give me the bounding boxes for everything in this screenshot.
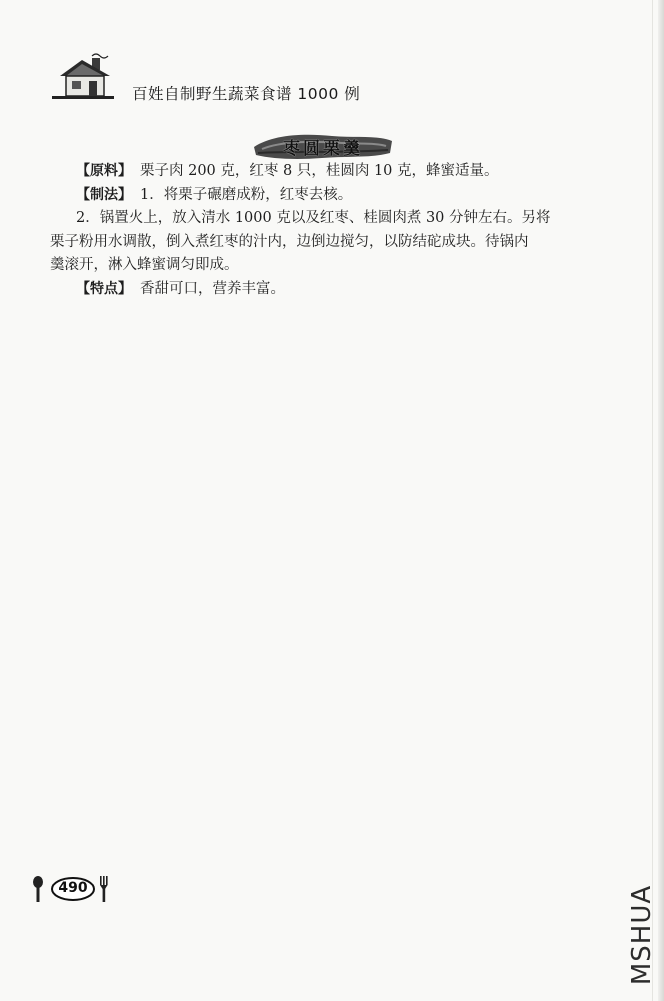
fork-knife-icon	[100, 876, 108, 902]
watermark-text: MSHUA	[627, 884, 657, 986]
method-step-2-line: 栗子粉用水调散，倒入煮红枣的汁内，边倒边搅匀，以防结砣成块。待锅内	[50, 233, 529, 250]
book-title: 百姓自制野生蔬菜食谱 1000 例	[132, 85, 361, 103]
ingredients-paragraph	[50, 160, 610, 184]
method-label: 【制法】	[76, 186, 132, 203]
features-label: 【特点】	[76, 280, 132, 297]
page-header	[52, 50, 412, 105]
method-step-1: 1．将栗子碾磨成粉，红枣去核。	[140, 186, 353, 203]
features-text: 香甜可口，营养丰富。	[140, 280, 285, 297]
ingredients-text: 栗子肉 200 克，红枣 8 只，桂圆肉 10 克，蜂蜜适量。	[140, 163, 499, 179]
house-icon	[52, 50, 116, 102]
method-step-2	[50, 207, 610, 278]
page-edge-line	[652, 0, 653, 1001]
page-edge	[658, 0, 664, 1001]
recipe-title-banner	[252, 131, 394, 161]
method-paragraph	[50, 184, 610, 208]
features-paragraph	[50, 278, 610, 302]
recipe-body	[50, 160, 610, 301]
method-step-2-line: 羹滚开，淋入蜂蜜调匀即成。	[50, 257, 239, 273]
watermark	[625, 880, 659, 990]
method-step-2-line: 2．锅置火上，放入清水 1000 克以及红枣、桂圆肉煮 30 分钟左右。另将	[76, 210, 551, 226]
ingredients-label: 【原料】	[76, 163, 132, 179]
recipe-title: 枣圆栗羹	[283, 139, 363, 159]
page-number-badge	[30, 874, 110, 904]
spoon-icon	[33, 876, 43, 902]
page-number: 490	[58, 880, 88, 896]
